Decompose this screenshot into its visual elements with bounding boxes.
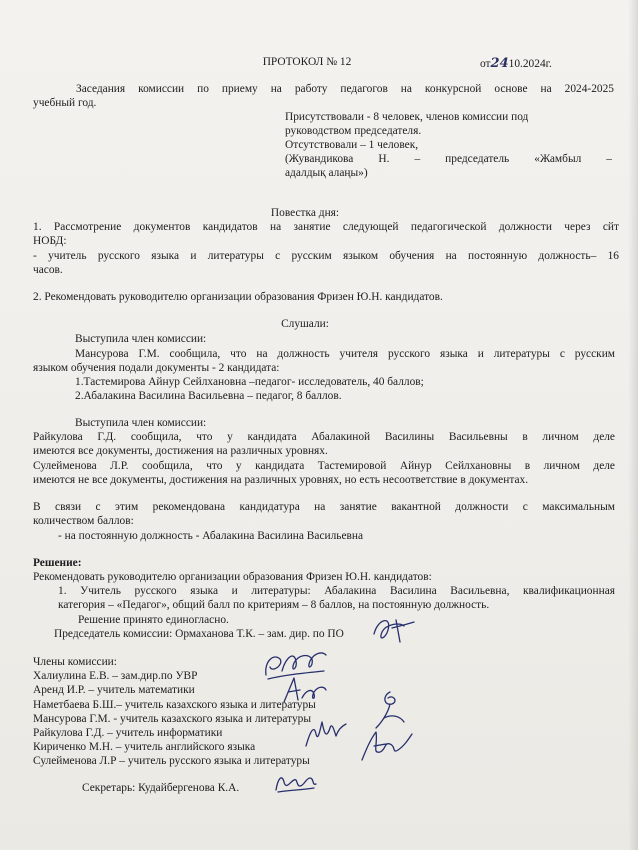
attendance-line: (Жувандикова Н. – председатель «Жамбыл – — [285, 153, 612, 165]
member-line: Райкулова Г.Д. – учитель информатики — [33, 727, 223, 739]
heard-line: - на постоянную должность - Абалакина Василина Васильевна — [58, 530, 364, 542]
intro-line: учебный год. — [33, 97, 97, 109]
heard-line: Райкулова Г.Д. сообщила, что у кандидата Абалакиной Василины Васильевны в личном деле — [33, 431, 615, 443]
member-line: Кириченко М.Н. – учитель английского языка — [33, 741, 256, 753]
member-line: Мансурова Г.М. - учитель казахского языка и литературы — [33, 713, 312, 725]
document-date: от2410.2024г. — [480, 56, 552, 71]
heard-title: Слушали: — [281, 318, 329, 330]
heard-line: Выступила член комиссии: — [75, 417, 207, 429]
agenda-title: Повестка дня: — [270, 207, 340, 219]
member-line: Наметбаева Б.Ш.– учитель казахского языка и литературы — [33, 699, 316, 711]
heard-line: имеются все документы, достижения на различных уровнях. — [33, 445, 328, 457]
member-line: Халиулина Е.В. – зам.дир.по УВР — [33, 670, 198, 682]
arend-signature — [278, 672, 328, 706]
decision-line: Решение принято единогласно. — [78, 614, 229, 626]
attendance-line: Присутствовали - 8 человек, членов комиссии под — [285, 111, 529, 123]
heard-line: Мансурова Г.М. сообщила, что на должность учителя русского языка и литературы с русским — [75, 348, 615, 360]
agenda-line: - учитель русского языка и литературы с русским языком обучения на постоянную должность– 16 — [33, 250, 619, 262]
heard-line: языком обучения подали документы - 2 кандидата: — [33, 362, 280, 374]
attendance-line: адалдық алаңы») — [285, 167, 368, 179]
candidate-line: 2.Абалакина Василина Васильевна – педагог, 8 баллов. — [75, 390, 342, 402]
attendance-line: Отсутствовали – 1 человек, — [285, 139, 419, 151]
decision-line: Рекомендовать руководителю организации образования Фризен Ю.Н. кандидатов: — [33, 571, 432, 583]
heard-line: Выступила член комиссии: — [75, 333, 207, 345]
agenda-line: часов. — [33, 264, 63, 276]
member-line: Сулейменова Л.Р – учитель русского языка и литературы — [33, 755, 310, 767]
raikulova-signature — [300, 712, 348, 752]
attendance-line: руководством председателя. — [285, 125, 422, 137]
chair-signature — [370, 612, 418, 648]
document-title: ПРОТОКОЛ № 12 — [262, 56, 352, 68]
member-line: Аренд И.Р. – учитель математики — [33, 684, 195, 696]
suleimenova-signature — [356, 722, 416, 766]
agenda-line: НОБД: — [33, 235, 67, 247]
paper-edge-shadow — [628, 0, 638, 850]
chair-line: Председатель комиссии: Ормаханова Т.К. – зам. дир. по ПО — [54, 628, 344, 640]
members-title: Члены комиссии: — [33, 656, 117, 668]
candidate-line: 1.Тастемирова Айнур Сейлхановна –педагог- исследователь, 40 баллов; — [75, 376, 424, 388]
agenda-line: 1. Рассмотрение документов кандидатов на занятие следующей педагогической должности через сйт — [33, 221, 619, 233]
agenda-line: 2. Рекомендовать руководителю организации образования Фризен Ю.Н. кандидатов. — [33, 291, 443, 303]
heard-line: количеством баллов: — [33, 515, 134, 527]
heard-line: В связи с этим рекомендована кандидатура на занятие вакантной должности с максимальным — [33, 501, 615, 513]
decision-title: Решение: — [33, 557, 82, 569]
secretary-signature — [272, 768, 318, 796]
date-day-handwritten: 24 — [490, 56, 509, 71]
intro-line: Заседания комиссии по приему на работу педагогов на конкурсной основе на 2024-2025 — [76, 83, 614, 95]
decision-line: 1. Учитель русского языка и литературы: Абалакина Василина Васильевна, квалификационная — [58, 585, 615, 597]
decision-line: категория – «Педагог», общий балл по критериям – 8 баллов, на постоянную должность. — [58, 599, 490, 611]
heard-line: Сулейменова Л.Р. сообщила, что у кандидата Тастемировой Айнур Сейлхановны в личном деле — [33, 460, 615, 472]
secretary-line: Секретарь: Кудайбергенова К.А. — [82, 782, 240, 794]
heard-line: имеются не все документы, достижения на различных уровнях, но есть несоответствие в документах. — [33, 474, 529, 486]
